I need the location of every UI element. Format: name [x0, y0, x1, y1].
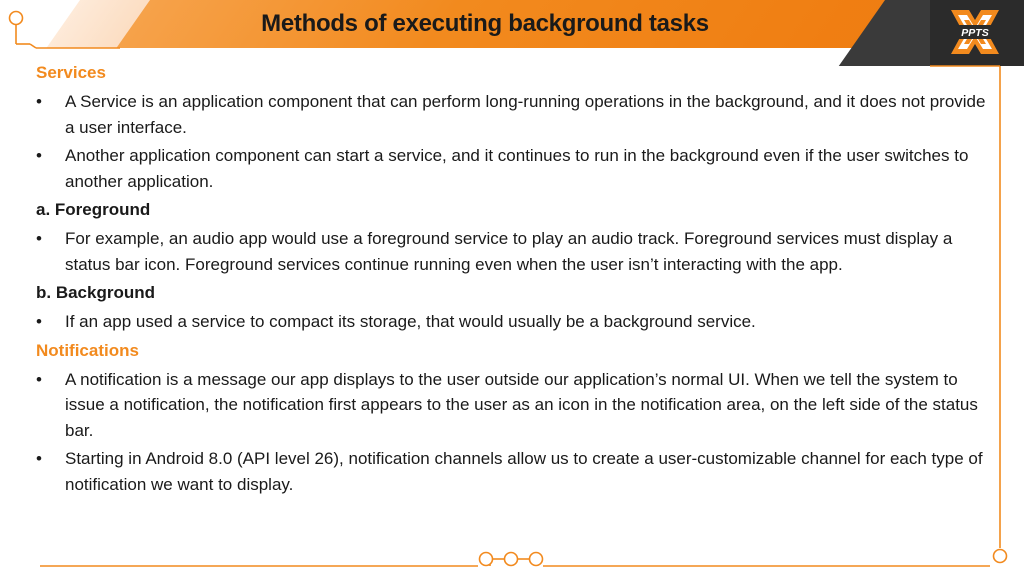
list-item	[36, 309, 991, 335]
heading-background: b. Background	[36, 283, 156, 302]
logo-text: PPTS	[961, 27, 989, 39]
bullet-glyph: •	[36, 92, 42, 111]
bullet-glyph: •	[36, 146, 42, 165]
ppts-logo	[945, 6, 1005, 58]
list-item	[36, 89, 991, 140]
bullet-text: If an app used a service to compact its storage, that would usually be a background service.	[65, 312, 756, 331]
bullet-text: A notification is a message our app displays to the user outside our application’s normal UI. When we tell the system to issue a notification, the notification first appears to the user as an icon in the notification area, on the left side of the status bar.	[65, 369, 978, 440]
heading-foreground: a. Foreground	[36, 200, 151, 219]
list-item	[36, 367, 991, 444]
bullet-glyph: •	[36, 449, 42, 468]
page-title: Methods of executing background tasks	[261, 10, 709, 37]
bullet-text: Another application component can start a service, and it continues to run in the background even if the user switches to another application.	[65, 146, 969, 191]
list-item	[36, 143, 991, 194]
heading-services: Services	[36, 63, 106, 82]
slide-content	[36, 60, 991, 500]
bullet-glyph: •	[36, 369, 42, 389]
bullet-glyph: •	[36, 229, 42, 248]
heading-notifications: Notifications	[36, 340, 139, 360]
bullet-text: A Service is an application component that can perform long-running operations in the background, and it does not provide a user interface.	[65, 92, 986, 137]
bullet-text: Starting in Android 8.0 (API level 26), notification channels allow us to create a user-customizable channel for each type of notification we want to display.	[65, 449, 983, 494]
bullet-text: For example, an audio app would use a foreground service to play an audio track. Foreground services must display a status bar icon. Foreground services continue running even when the user isn’t interacting with the app.	[65, 229, 953, 274]
list-item	[36, 226, 991, 277]
list-item	[36, 446, 991, 497]
bullet-glyph: •	[36, 312, 42, 331]
